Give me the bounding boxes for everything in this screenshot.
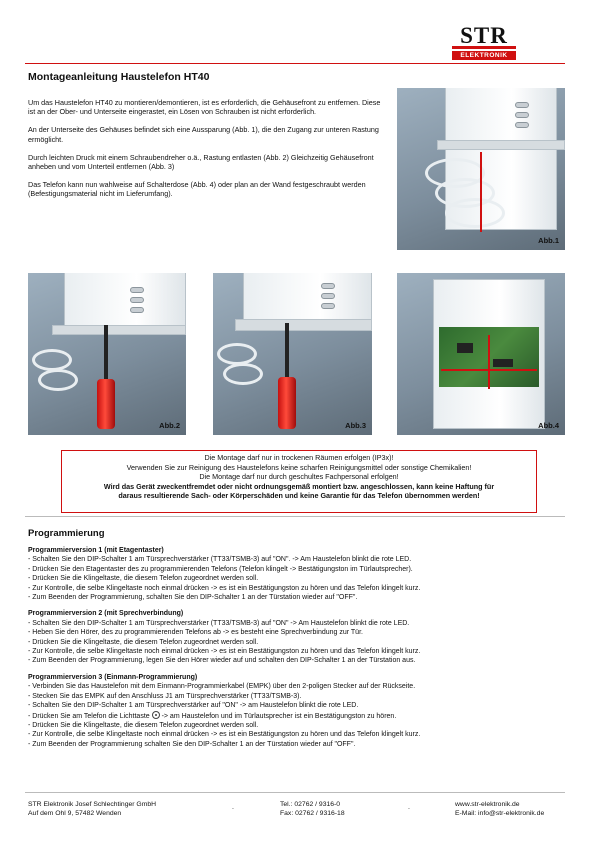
housing-edge	[52, 325, 186, 335]
coiled-cable	[32, 349, 72, 371]
section-heading: Programmierung	[28, 528, 105, 539]
warning-box	[61, 450, 537, 513]
intro-paragraph: An der Unterseite des Gehäuses befindet sich eine Aussparung (Abb. 1), die den Zugang zur unteren Rastung ermöglicht.	[28, 125, 379, 144]
coiled-cable	[38, 369, 78, 391]
footer-address: Auf dem Ohl 9, 57482 Wenden	[28, 810, 122, 817]
step-item: - Drücken Sie die Klingeltaste, die diesem Telefon zugeordnet werden soll.	[28, 638, 259, 646]
phone-button	[515, 112, 529, 118]
arrow-indicator	[480, 152, 482, 232]
step-item: - Zur Kontrolle, die selbe Klingeltaste noch einmal drücken -> es ist ein Bestätigungston zu hören und das Telefon klingelt kurz.	[28, 731, 421, 739]
version-title: Programmierversion 3 (Einmann-Programmierung)	[28, 673, 198, 681]
step-item: - Drücken Sie die Klingeltaste, die diesem Telefon zugeordnet werden soll.	[28, 721, 259, 729]
warning-line: Die Montage darf nur durch geschultes Fachpersonal erfolgen!	[199, 472, 399, 482]
coiled-cable	[445, 198, 505, 228]
light-button-icon	[152, 711, 160, 719]
coiled-cable	[217, 343, 257, 365]
intro-paragraph: Durch leichten Druck mit einem Schraubendreher o.ä., Rastung entlasten (Abb. 2) Gleichzeitig Gehäusefront anheben und vom Unterteil entfernen (Abb. 3)	[28, 152, 374, 172]
footer-email-link[interactable]: E-Mail: info@str-elektronik.de	[455, 810, 545, 817]
chip	[457, 343, 473, 353]
step-item: - Heben Sie den Hörer, des zu programmierenden Telefons ab -> es besteht eine Sprechverbindung zur Tür.	[28, 629, 363, 637]
footer-separator: .	[232, 804, 234, 811]
footer-company-block	[28, 800, 156, 818]
footer-divider	[25, 792, 565, 793]
phone-button	[321, 293, 335, 299]
warning-line: Die Montage darf nur in trockenen Räumen erfolgen (IP3x)!	[204, 453, 394, 462]
footer-web-block	[455, 800, 544, 818]
screwdriver-handle	[278, 377, 296, 429]
phone-button	[130, 307, 144, 313]
step-item: - Schalten Sie den DIP-Schalter 1 am Türsprechverstärker (TT33/TSMB-3) auf "ON". -> Am Haustelefon blinkt die rote LED.	[28, 556, 412, 564]
version-title: Programmierversion 1 (mit Etagentaster)	[28, 547, 164, 554]
phone-button	[515, 122, 529, 128]
program-version-3	[28, 673, 568, 749]
screwdriver-shaft	[104, 325, 108, 381]
step-item: - Stecken Sie das EMPK auf den Anschluss J1 am Türsprechverstärker (TT33/TSMB-3).	[28, 692, 302, 700]
version-title: Programmierversion 2 (mit Sprechverbindung)	[28, 610, 184, 618]
header-divider	[25, 63, 565, 64]
warning-line: Wird das Gerät zweckentfremdet oder nicht ordnungsgemäß montiert bzw. angeschlossen, kann keine Haftung für	[103, 481, 495, 491]
step-item: - Zum Beenden der Programmierung, schalten Sie den DIP-Schalter 1 an der Türstation wieder auf "OFF".	[28, 594, 358, 602]
step-text: -> am Haustelefon und im Türlautsprecher ist ein Bestätigungston zu hören.	[161, 712, 397, 720]
phone-button	[130, 287, 144, 293]
coiled-cable	[223, 363, 263, 385]
footer-company: STR Elektronik Josef Schlechtinger GmbH	[28, 801, 157, 808]
page-title: Montageanleitung Haustelefon HT40	[28, 71, 210, 83]
phone-button	[321, 303, 335, 309]
screwdriver-handle	[97, 379, 115, 429]
screwdriver-shaft	[285, 323, 289, 379]
figure-caption: Abb.4	[538, 421, 559, 430]
photo-abb1	[397, 88, 565, 250]
phone-button	[515, 102, 529, 108]
footer-web-link[interactable]: www.str-elektronik.de	[455, 801, 520, 808]
housing-edge	[437, 140, 565, 150]
photo-abb2	[28, 273, 186, 435]
program-version-2	[28, 609, 568, 665]
step-item: - Zum Beenden der Programmierung schalten Sie den DIP-Schalter 1 an der Türstation wieder auf "OFF".	[28, 740, 356, 748]
step-item: - Schalten Sie den DIP-Schalter 1 am Türsprechverstärker (TT33/TSMB-3) auf "ON" -> Am Haustelefon blinkt die rote LED.	[28, 619, 410, 627]
figure-caption: Abb.3	[345, 421, 366, 430]
photo-abb4	[397, 273, 565, 435]
step-item: - Drücken Sie den Etagentaster des zu programmierenden Telefons (Telefon klingelt -> Bestätigungston im Türlautsprecher).	[28, 565, 413, 573]
warning-line: Verwenden Sie zur Reinigung des Haustelefons keine scharfen Reinigungsmittel oder sonstige Chemikalien!	[126, 462, 472, 472]
photo-abb3	[213, 273, 372, 435]
step-item: - Drücken Sie die Klingeltaste, die diesem Telefon zugeordnet werden soll.	[28, 575, 259, 583]
footer-fax: Fax: 02762 / 9316-18	[280, 810, 345, 817]
telephone-body	[64, 273, 186, 329]
warning-line: daraus resultierende Sach- oder Körperschäden und keine Garantie für das Telefon übernommen werden!	[118, 491, 480, 501]
step-item: - Zum Beenden der Programmierung, legen Sie den Hörer wieder auf und schalten den DIP-Schalter 1 an der Türstation aus.	[28, 657, 416, 665]
programming-section	[28, 546, 568, 756]
logo-text: STR	[452, 25, 516, 49]
intro-paragraph: Das Telefon kann nun wahlweise auf Schalterdose (Abb. 4) oder plan an der Wand festgeschraubt werden (Befestigungsmaterial nicht im Lieferumfang).	[28, 180, 366, 199]
step-item: - Zur Kontrolle, die selbe Klingeltaste noch einmal drücken -> es ist ein Bestätigungston zu hören und das Telefon klingelt kurz.	[28, 584, 421, 592]
housing-edge	[235, 319, 372, 331]
step-item: - Schalten Sie den DIP-Schalter 1 am Türsprechverstärker auf "ON" -> am Haustelefon blinkt die rote LED.	[28, 702, 359, 710]
step-item: - Zur Kontrolle, die selbe Klingeltaste noch einmal drücken -> es ist ein Bestätigungston zu hören und das Telefon klingelt kurz.	[28, 648, 421, 656]
section-divider	[25, 516, 565, 517]
footer-separator: .	[408, 804, 410, 811]
program-version-1	[28, 546, 568, 602]
intro-paragraph: Um das Haustelefon HT40 zu montieren/demontieren, ist es erforderlich, die Gehäusefront zu entfernen. Diese ist an der Ober- und Unterseite eingerastet, ein Lösen von Schrauben ist nicht erforderlich.	[28, 98, 381, 117]
chip	[493, 359, 513, 367]
phone-button	[321, 283, 335, 289]
telephone-body	[243, 273, 372, 321]
str-logo	[452, 25, 516, 65]
footer-tel: Tel.: 02762 / 9316-0	[280, 801, 341, 808]
footer-phone-block	[280, 800, 345, 818]
step-text: - Drücken Sie am Telefon die Lichttaste	[28, 712, 150, 720]
figure-caption: Abb.1	[538, 236, 559, 245]
logo-subtext: ELEKTRONIK	[452, 51, 516, 60]
step-item	[28, 711, 568, 721]
intro-text	[28, 98, 383, 208]
phone-button	[130, 297, 144, 303]
step-item: - Verbinden Sie das Haustelefon mit dem Einmann-Programmierkabel (EMPK) über den 2-poligen Stecker auf der Rückseite.	[28, 683, 416, 691]
arrow-indicator	[488, 335, 490, 389]
figure-caption: Abb.2	[159, 421, 180, 430]
